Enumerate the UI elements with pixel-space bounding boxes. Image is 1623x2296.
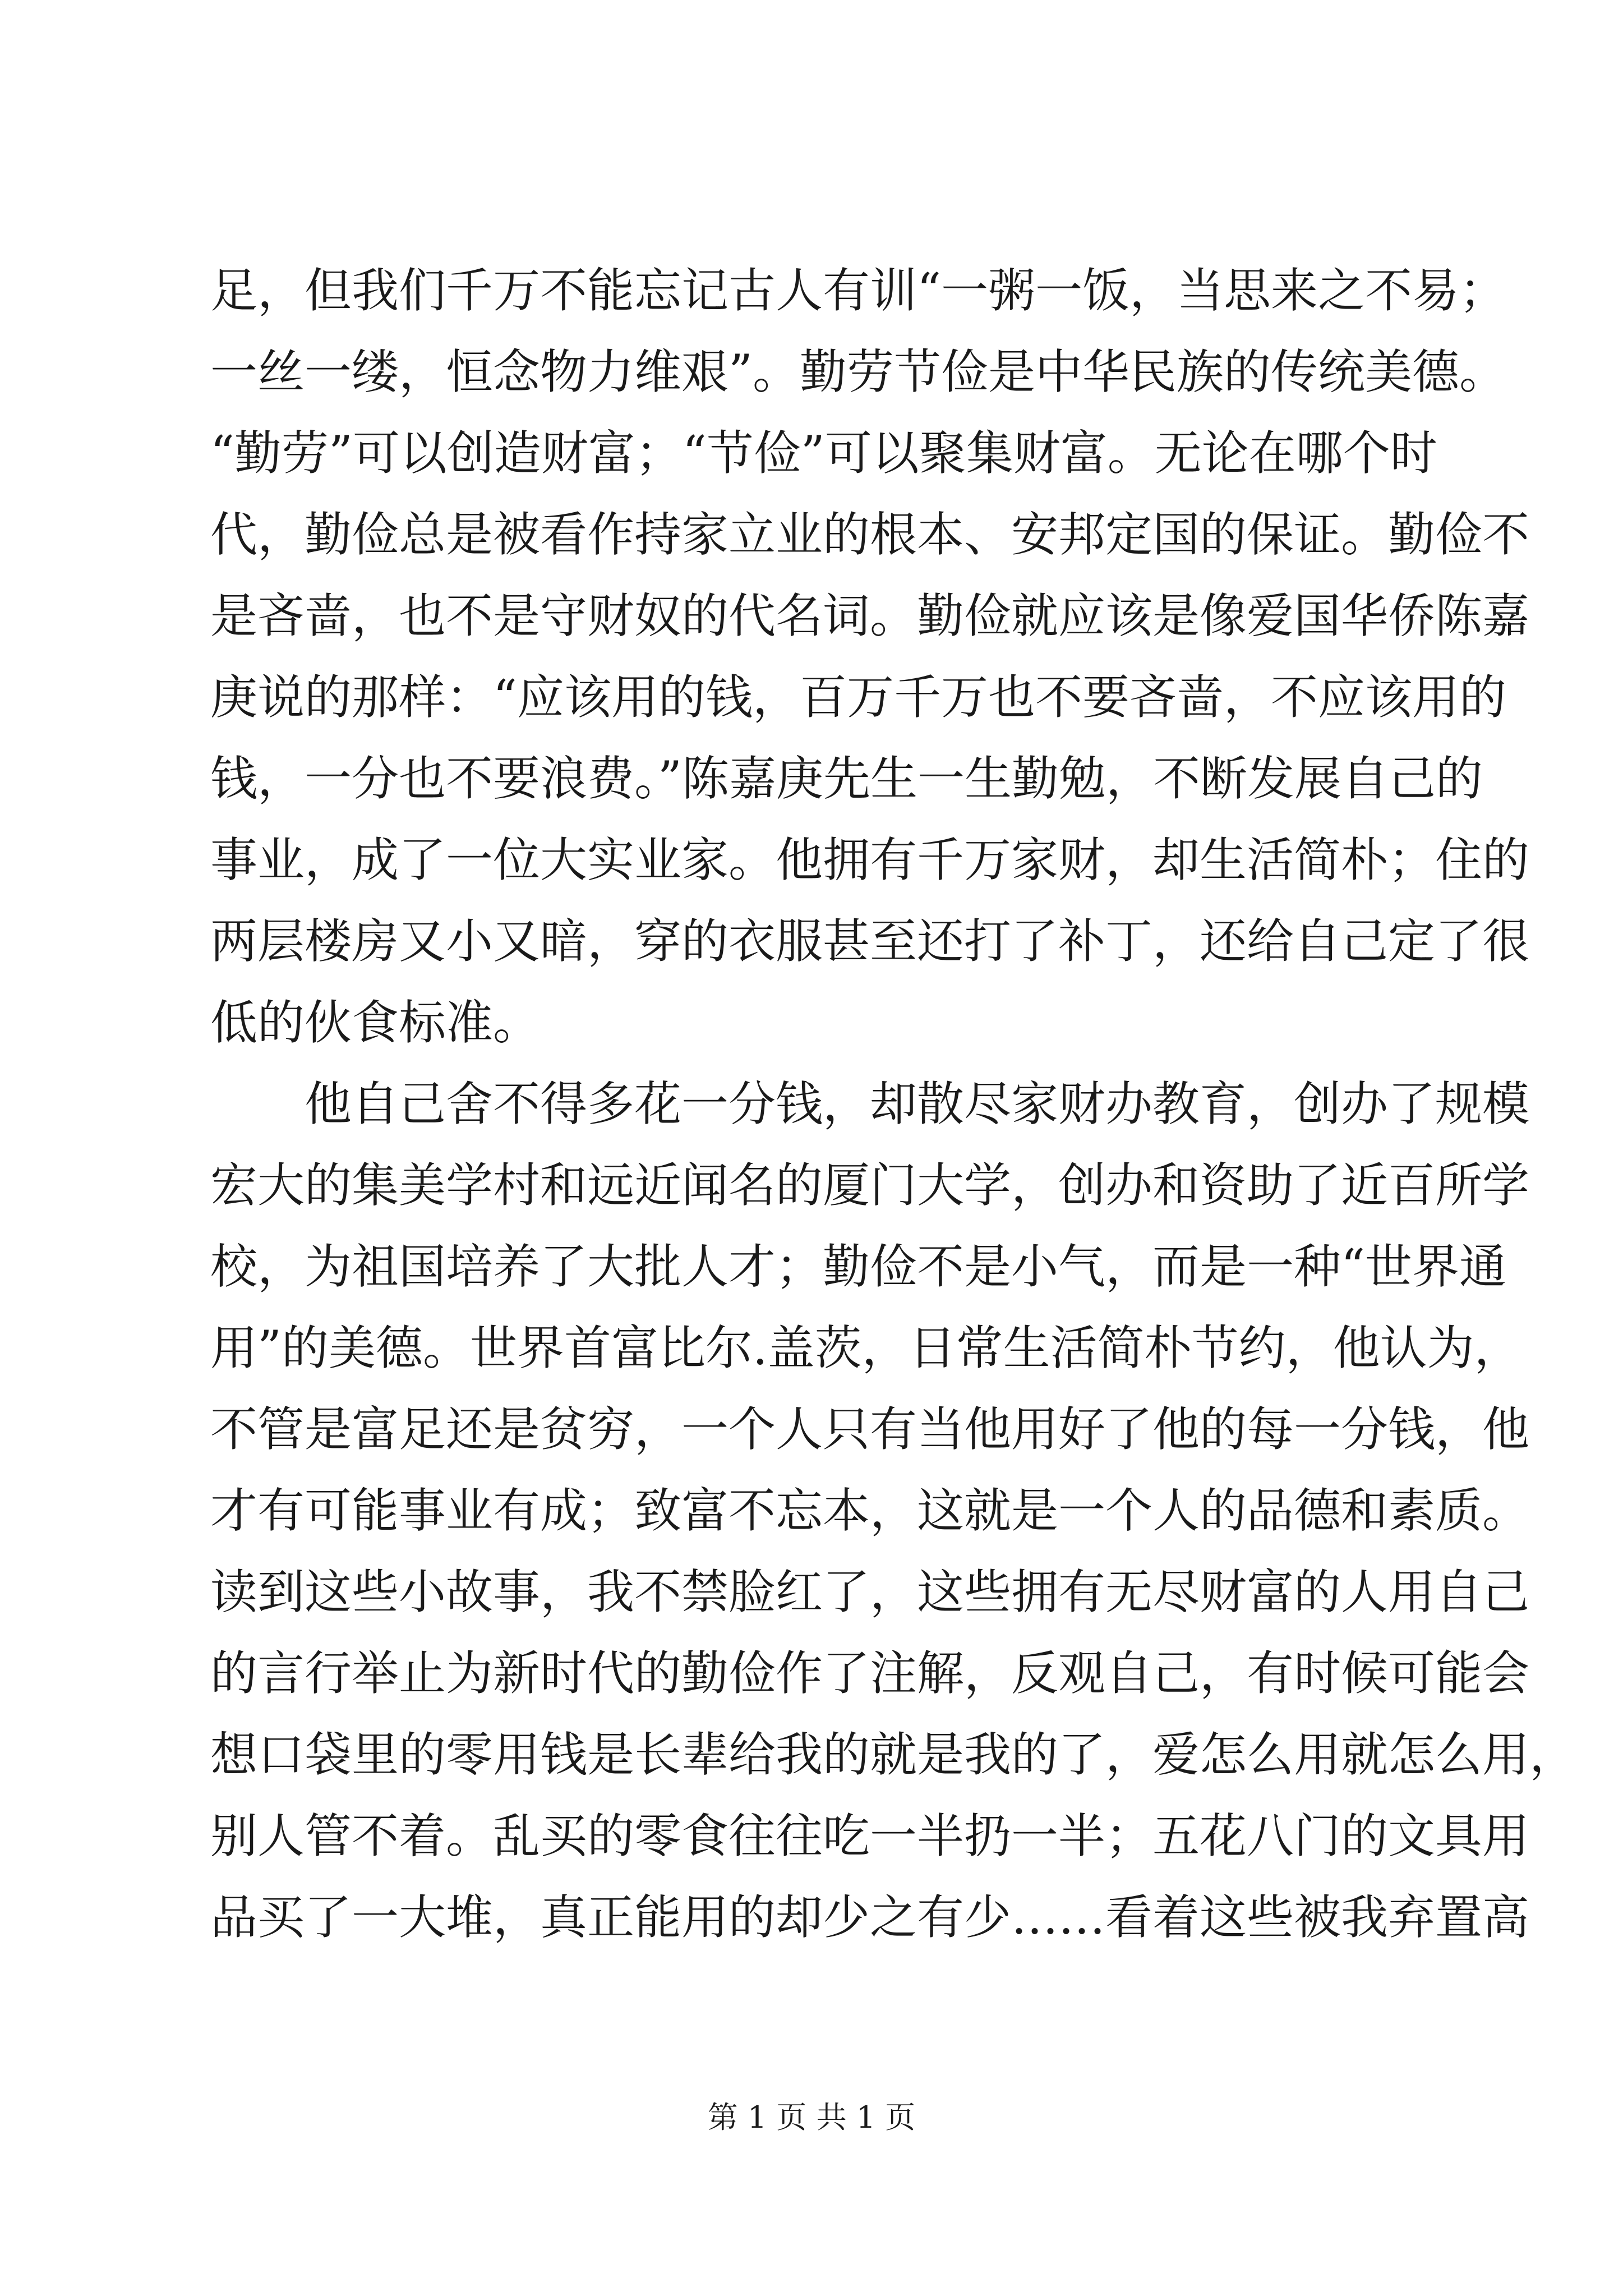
text-line: 的言行举止为新时代的勤俭作了注解，反观自己，有时候可能会 bbox=[210, 1646, 1530, 1701]
text-line: 一丝一缕，恒念物力维艰”。勤劳节俭是中华民族的传统美德。 bbox=[210, 344, 1506, 399]
text-line: 低的伙食标准。 bbox=[210, 995, 541, 1050]
text-line: 别人管不着。乱买的零食往往吃一半扔一半；五花八门的文具用 bbox=[210, 1809, 1530, 1864]
paragraph-1 bbox=[210, 250, 1530, 1064]
text-line: 想口袋里的零用钱是长辈给我的就是我的了，爱怎么用就怎么用， bbox=[210, 1727, 1577, 1782]
text-line: “勤劳”可以创造财富；“节俭”可以聚集财富。无论在哪个时 bbox=[210, 426, 1437, 481]
paragraph-2 bbox=[210, 1064, 1577, 1958]
text-line: 足，但我们千万不能忘记古人有训“一粥一饭，当思来之不易； bbox=[210, 263, 1506, 318]
text-line: 事业，成了一位大实业家。他拥有千万家财，却生活简朴；住的 bbox=[210, 832, 1530, 887]
text-line: 两层楼房又小又暗，穿的衣服甚至还打了补丁，还给自己定了很 bbox=[210, 914, 1530, 969]
text-line: 不管是富足还是贫穷，一个人只有当他用好了他的每一分钱，他 bbox=[210, 1402, 1530, 1457]
text-line: 庚说的那样：“应该用的钱，百万千万也不要吝啬，不应该用的 bbox=[210, 670, 1506, 725]
text-line: 品买了一大堆，真正能用的却少之有少……看着这些被我弃置高 bbox=[210, 1890, 1530, 1945]
text-line: 校，为祖国培养了大批人才；勤俭不是小气，而是一种“世界通 bbox=[210, 1239, 1506, 1294]
text-line: 用”的美德。世界首富比尔.盖茨，日常生活简朴节约，他认为， bbox=[210, 1320, 1521, 1375]
text-line: 钱，一分也不要浪费。”陈嘉庚先生一生勤勉，不断发展自己的 bbox=[210, 751, 1483, 806]
text-line: 代，勤俭总是被看作持家立业的根本、安邦定国的保证。勤俭不 bbox=[210, 507, 1530, 562]
text-line: 才有可能事业有成；致富不忘本，这就是一个人的品德和素质。 bbox=[210, 1483, 1530, 1538]
page-number-label: 第 1 页 共 1 页 bbox=[707, 2100, 916, 2135]
text-line: 宏大的集美学村和远近闻名的厦门大学，创办和资助了近百所学 bbox=[210, 1158, 1530, 1213]
text-line: 读到这些小故事，我不禁脸红了，这些拥有无尽财富的人用自己 bbox=[210, 1565, 1530, 1619]
text-line: 是吝啬，也不是守财奴的代名词。勤俭就应该是像爱国华侨陈嘉 bbox=[210, 588, 1530, 643]
body-text bbox=[210, 250, 1577, 1958]
page-footer bbox=[0, 2095, 1623, 2140]
text-line: 他自己舍不得多花一分钱，却散尽家财办教育，创办了规模 bbox=[305, 1076, 1530, 1131]
